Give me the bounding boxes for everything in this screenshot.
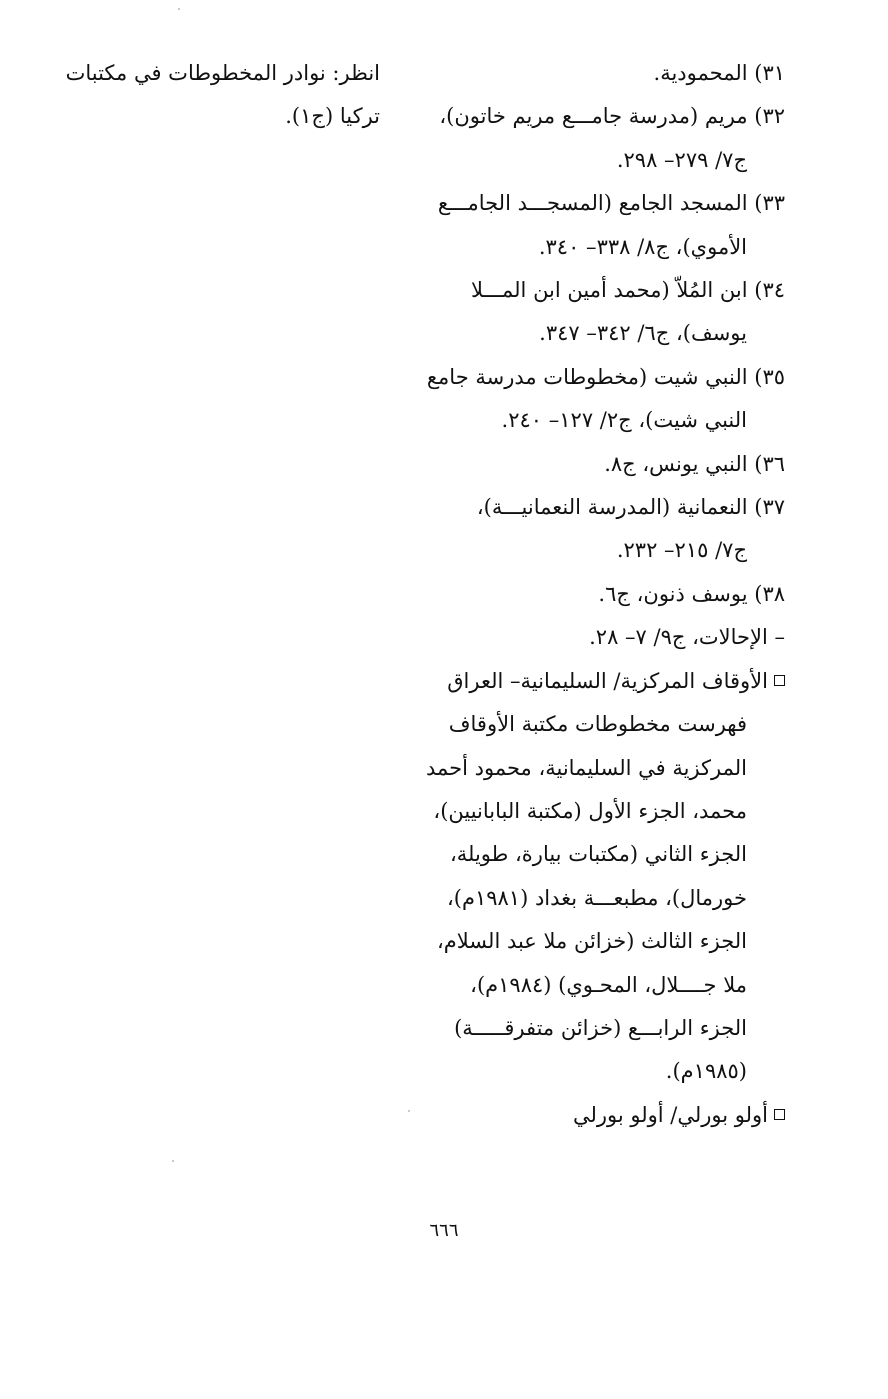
- entry-34-cont: يوسف)، ج٦/ ٣٤٢– ٣٤٧.: [539, 321, 747, 346]
- entry-36: ٣٦) النبي يونس، ج٨.: [604, 451, 785, 476]
- section-heading-awqaf: [440, 660, 785, 703]
- entry-33: ٣٣) المسجد الجامع (المسجـــد الجامـــع: [437, 191, 785, 216]
- square-bullet-icon: [774, 1109, 785, 1120]
- catalog-line-9: (١٩٨٥م).: [665, 1059, 747, 1084]
- entry-31: ٣١) المحمودية.: [653, 61, 785, 85]
- page-number: ٦٦٦: [429, 1220, 459, 1241]
- entry-37-cont: ج٧/ ٢١٥– ٢٣٢.: [616, 538, 747, 563]
- entry-37: ٣٧) النعمانية (المدرسة النعمانيـــة)،: [476, 495, 785, 520]
- catalog-line-7: ملا جــــلال، المحـوي) (١٩٨٤م)،: [470, 972, 747, 997]
- catalog-line-6: الجزء الثالث (خزائن ملا عبد السلام،: [437, 929, 747, 954]
- section-heading-text: أولو بورلي/ أولو بورلي: [572, 1102, 768, 1127]
- section-heading-text: الأوقاف المركزية/ السليمانية– العراق: [447, 668, 768, 693]
- see-also-line-1: انظر: نوادر المخطوطات في مكتبات: [65, 61, 380, 85]
- entry-34: ٣٤) ابن المُلاّ (محمد أمين ابن المـــلا: [471, 278, 785, 303]
- catalog-line-5: خورمال)، مطبعـــة بغداد (١٩٨١م)،: [446, 885, 747, 910]
- catalog-line-8: الجزء الرابـــع (خزائن متفرقـــــة): [454, 1015, 747, 1040]
- scan-speck: [408, 1110, 410, 1112]
- catalog-line-3: محمد، الجزء الأول (مكتبة البابانيين)،: [433, 798, 747, 823]
- left-column: [60, 52, 380, 139]
- section-heading-ulu-burlu: [440, 1094, 785, 1137]
- entry-33-cont: الأموي)، ج٨/ ٣٣٨– ٣٤٠.: [538, 234, 747, 259]
- entry-32-cont: ج٧/ ٢٧٩– ٢٩٨.: [616, 147, 747, 172]
- referrals-line: – الإحالات، ج٩/ ٧– ٢٨.: [589, 625, 785, 650]
- entry-38: ٣٨) يوسف ذنون، ج٦.: [598, 581, 785, 606]
- square-bullet-icon: [774, 675, 785, 686]
- catalog-line-2: المركزية في السليمانية، محمود أحمد: [425, 755, 747, 780]
- entry-32: ٣٢) مريم (مدرسة جامـــع مريم خاتون)،: [439, 104, 785, 129]
- right-column: [425, 52, 785, 1137]
- entry-35-cont: النبي شيت)، ج٢/ ١٢٧– ٢٤٠.: [501, 408, 747, 433]
- catalog-line-4: الجزء الثاني (مكتبات بيارة، طويلة،: [449, 842, 747, 867]
- scan-speck: [172, 1160, 174, 1162]
- see-also-line-2: تركيا (ج١).: [285, 104, 380, 129]
- scan-speck: [178, 8, 180, 10]
- catalog-line-1: فهرست مخطوطات مكتبة الأوقاف: [448, 712, 747, 737]
- entry-35: ٣٥) النبي شيت (مخطوطات مدرسة جامع: [426, 364, 785, 389]
